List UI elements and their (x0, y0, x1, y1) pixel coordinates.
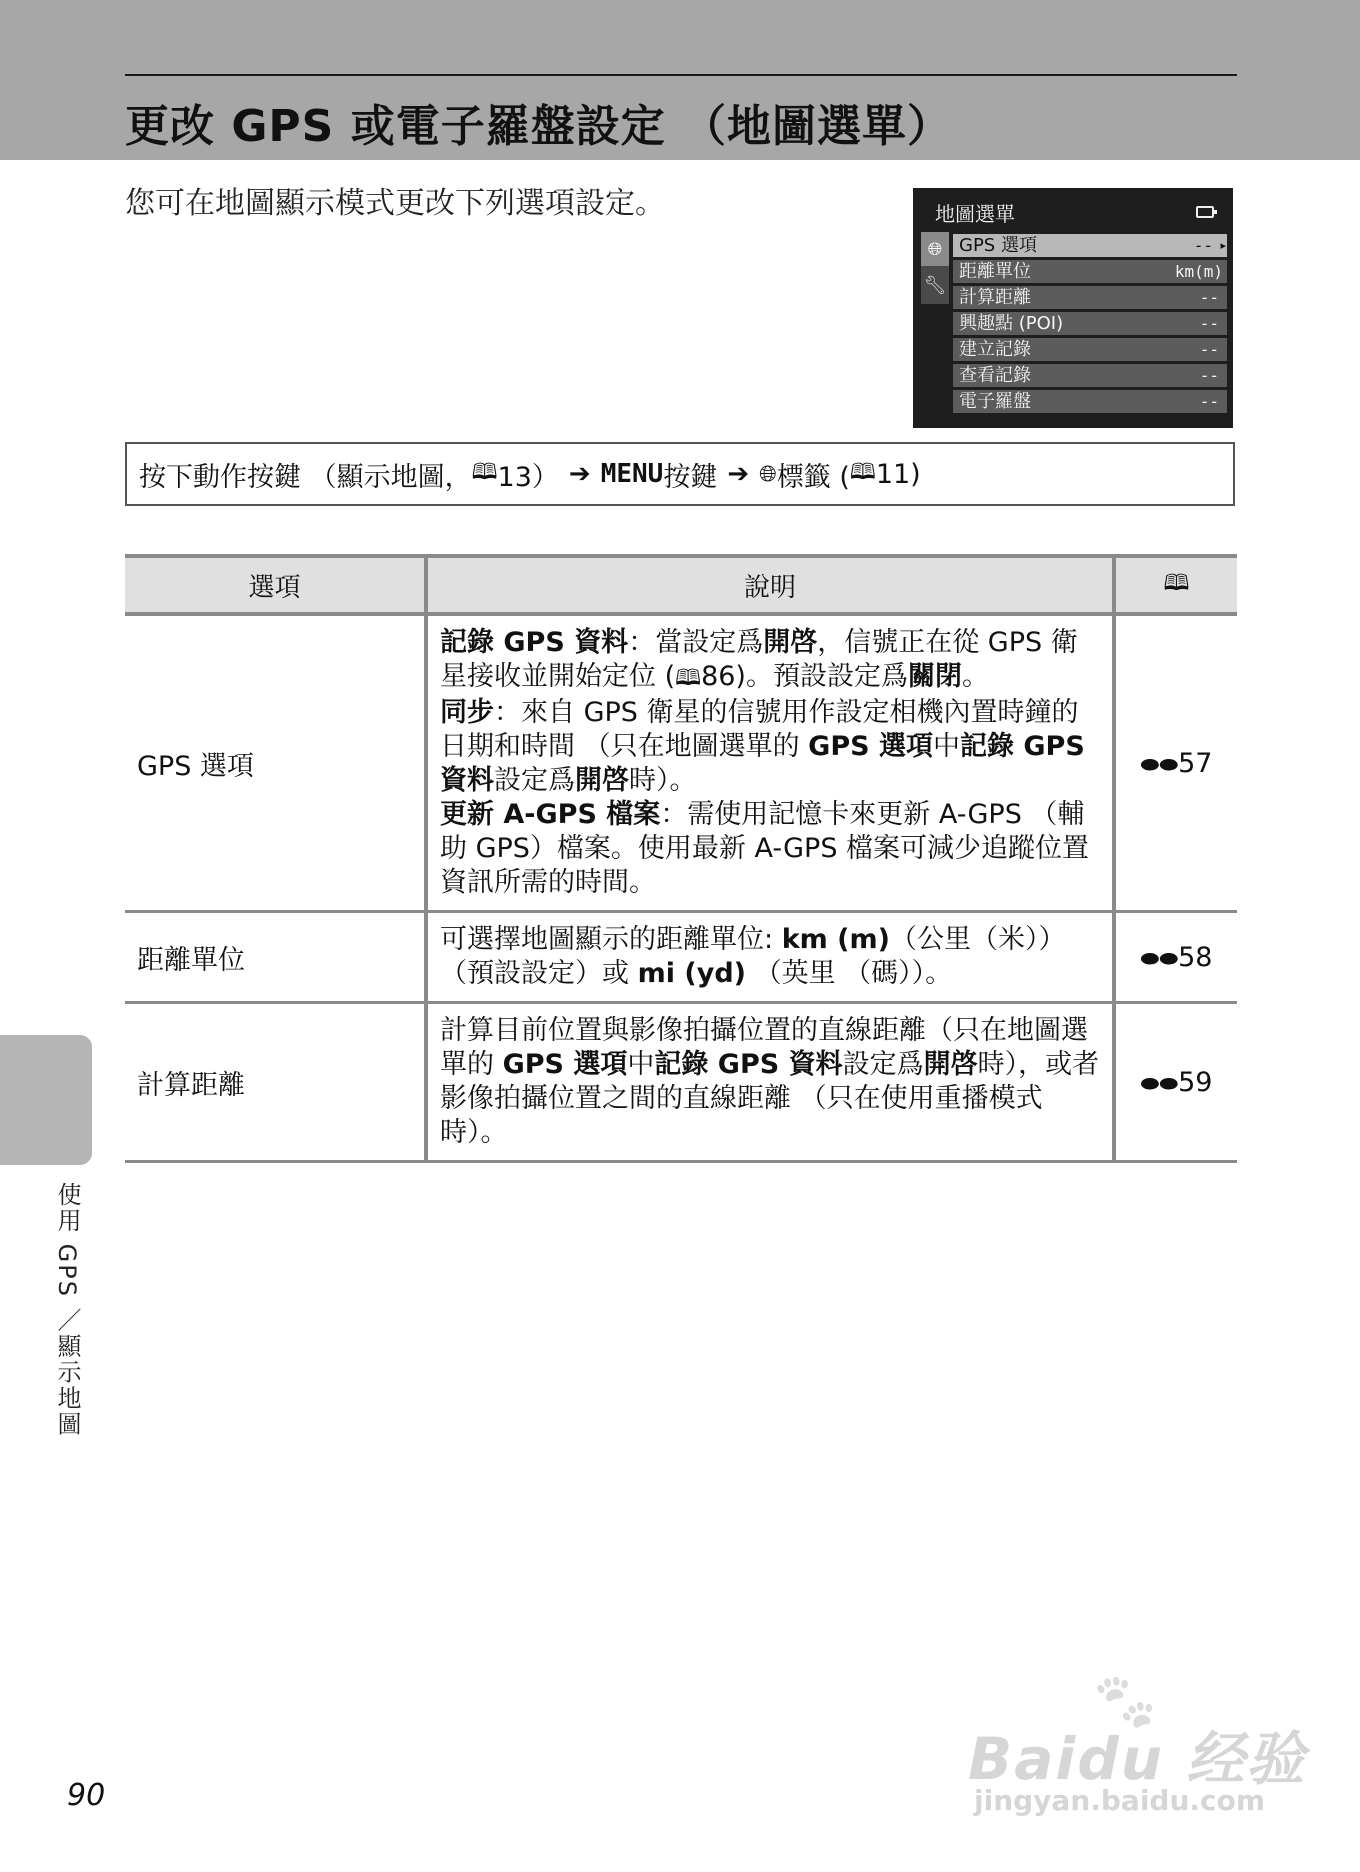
side-tab (0, 1035, 92, 1165)
chevron-right-icon: ▸ (1220, 239, 1226, 252)
menu-key-label: MENU (600, 459, 664, 489)
nav-text-2: 按鍵 (663, 461, 718, 493)
text-run: 時）。 (629, 765, 697, 796)
description-cell (426, 912, 1114, 1003)
map-globe-icon: 🌐︎ (759, 461, 777, 487)
header-option: 選項 (125, 556, 426, 614)
wrench-icon[interactable]: 🔧︎ (923, 274, 947, 296)
text-run: 計算目前位置與影像拍攝位置的直線距離（只在地圖選單的 (440, 1015, 1088, 1080)
navigation-path (125, 442, 1235, 506)
term-label: 開啓 (575, 765, 629, 796)
book-icon: 🕮︎ (849, 460, 876, 485)
battery-icon (1196, 206, 1214, 218)
text-run: ：當設定爲 (628, 627, 764, 658)
header-description: 說明 (426, 556, 1114, 614)
camera-menu-item-create-log[interactable] (953, 338, 1227, 361)
camera-menu-item-value: -- (1199, 314, 1219, 333)
paw-icon: 🐾︎ (1088, 1668, 1162, 1736)
text-run: ，信號正在從 GPS 衛星接收並開始定位 ( (440, 627, 1078, 692)
camera-menu-item-value: -- (1193, 236, 1213, 255)
camera-menu-item-distance-units[interactable] (953, 260, 1227, 283)
text-run: 86)。預設設定爲 (701, 661, 908, 692)
reference-page: 58 (1178, 941, 1213, 973)
text-run: 。 (961, 661, 989, 692)
term-label: GPS 選項 (808, 731, 933, 762)
term-label: GPS 選項 (502, 1049, 628, 1080)
camera-menu-item-view-log[interactable] (953, 364, 1227, 387)
term-label: 更新 A-GPS 檔案 (440, 799, 661, 830)
nav-ref-1: 13） (497, 461, 559, 493)
book-icon: 🕮︎ (1163, 571, 1190, 596)
watermark-url: jingyan.baidu.com (974, 1784, 1266, 1817)
map-globe-icon[interactable]: 🌐︎ (921, 232, 949, 266)
reference-cell (1114, 614, 1237, 912)
camera-screen-header (913, 188, 1233, 230)
camera-menu-item-value: -- (1199, 288, 1219, 307)
description-paragraph (440, 696, 1100, 798)
arrow-right-icon: ➔ (727, 459, 750, 489)
text-run: 設定爲 (494, 765, 575, 796)
description-paragraph (440, 798, 1100, 900)
header-reference (1114, 556, 1237, 614)
options-table (125, 554, 1237, 1163)
term-label: mi (yd) (637, 958, 746, 989)
table-row (125, 614, 1237, 912)
camera-menu-list (953, 234, 1227, 416)
reference-cell (1114, 912, 1237, 1003)
camera-menu-item-calculate-distance[interactable] (953, 286, 1227, 309)
text-run: 時），或者影像拍攝位置之間的直線距離 （只在使用重播模式時）。 (440, 1049, 1100, 1148)
table-header-row (125, 556, 1237, 614)
intro-text: 您可在地圖顯示模式更改下列選項設定。 (125, 186, 665, 221)
camera-menu-item-value: -- (1199, 392, 1219, 411)
term-label: 開啓 (763, 627, 818, 658)
page-number: 90 (67, 1778, 106, 1813)
text-run: ：來自 GPS 衛星的信號用作設定相機內置時鐘的日期和時間 （只在地圖選單的 (440, 697, 1079, 762)
page-title: 更改 GPS 或電子羅盤設定 （地圖選單） (125, 101, 953, 152)
text-run: ：需使用記憶卡來更新 A-GPS （輔助 GPS）檔案。使用最新 A-GPS 檔案可減少追蹤位置資訊所需的時間。 (440, 799, 1090, 898)
watermark-logo: Baidu 经验 (968, 1725, 1307, 1793)
reference-section-icon: ⬬⬬ (1140, 752, 1179, 778)
term-label: 關閉 (907, 661, 962, 692)
reference-cell (1114, 1003, 1237, 1162)
text-run: （公里（米））（預設設定）或 (440, 924, 1066, 989)
book-icon: 🕮︎ (675, 666, 702, 691)
camera-menu-item-value: km(m) (1174, 262, 1223, 281)
camera-menu-item-label: 建立記錄 (959, 339, 1031, 360)
camera-menu-item-value: -- (1199, 366, 1219, 385)
term-label: 開啓 (923, 1049, 978, 1080)
description-cell (426, 614, 1114, 912)
reference-page: 59 (1178, 1066, 1213, 1098)
table-row (125, 912, 1237, 1003)
text-run: 中 (932, 731, 960, 762)
camera-screen-title: 地圖選單 (935, 202, 1015, 226)
term-label: km (m) (781, 924, 890, 955)
camera-menu-item-poi[interactable] (953, 312, 1227, 335)
term-label: 同步 (440, 697, 494, 728)
table-row (125, 1003, 1237, 1162)
camera-menu-item-label: 興趣點 (POI) (959, 313, 1064, 334)
watermark (968, 1668, 1307, 1818)
camera-menu-item-label: 距離單位 (959, 261, 1031, 282)
camera-menu-item-label: 計算距離 (959, 287, 1031, 308)
camera-menu-item-value: -- (1199, 340, 1219, 359)
book-icon: 🕮︎ (471, 460, 498, 485)
option-cell: GPS 選項 (125, 614, 426, 912)
term-label: 記錄 GPS 資料 (654, 1049, 843, 1080)
camera-menu-item-label: 電子羅盤 (959, 391, 1031, 412)
camera-menu-item-label: GPS 選項 (959, 235, 1037, 256)
camera-menu-item-gps-options[interactable] (953, 234, 1227, 257)
reference-page: 57 (1178, 747, 1213, 779)
arrow-right-icon: ➔ (568, 459, 591, 489)
nav-ref-2: 11) (875, 458, 921, 490)
nav-text-1: 按下動作按鍵 （顯示地圖， (139, 461, 472, 493)
term-label: 記錄 GPS 資料 (440, 731, 1085, 796)
text-run: 中 (627, 1049, 655, 1080)
text-run: （英里 （碼））。 (746, 958, 953, 989)
reference-section-icon: ⬬⬬ (1140, 946, 1179, 972)
camera-tab-strip (921, 232, 949, 304)
term-label: 記錄 GPS 資料 (440, 627, 629, 658)
camera-menu-item-compass[interactable] (953, 390, 1227, 413)
side-section-label: 使用 GPS ／顯示地圖 (53, 1182, 81, 1438)
text-run: 可選擇地圖顯示的距離單位: (440, 924, 782, 955)
camera-screen (913, 188, 1233, 428)
camera-menu-item-label: 查看記錄 (959, 365, 1031, 386)
reference-section-icon: ⬬⬬ (1140, 1071, 1179, 1097)
text-run: 設定爲 (842, 1049, 924, 1080)
option-cell: 計算距離 (125, 1003, 426, 1162)
header-rule (125, 74, 1237, 76)
option-cell: 距離單位 (125, 912, 426, 1003)
description-paragraph (440, 626, 1100, 696)
description-cell (426, 1003, 1114, 1162)
nav-text-3: 標籤 ( (776, 461, 850, 493)
